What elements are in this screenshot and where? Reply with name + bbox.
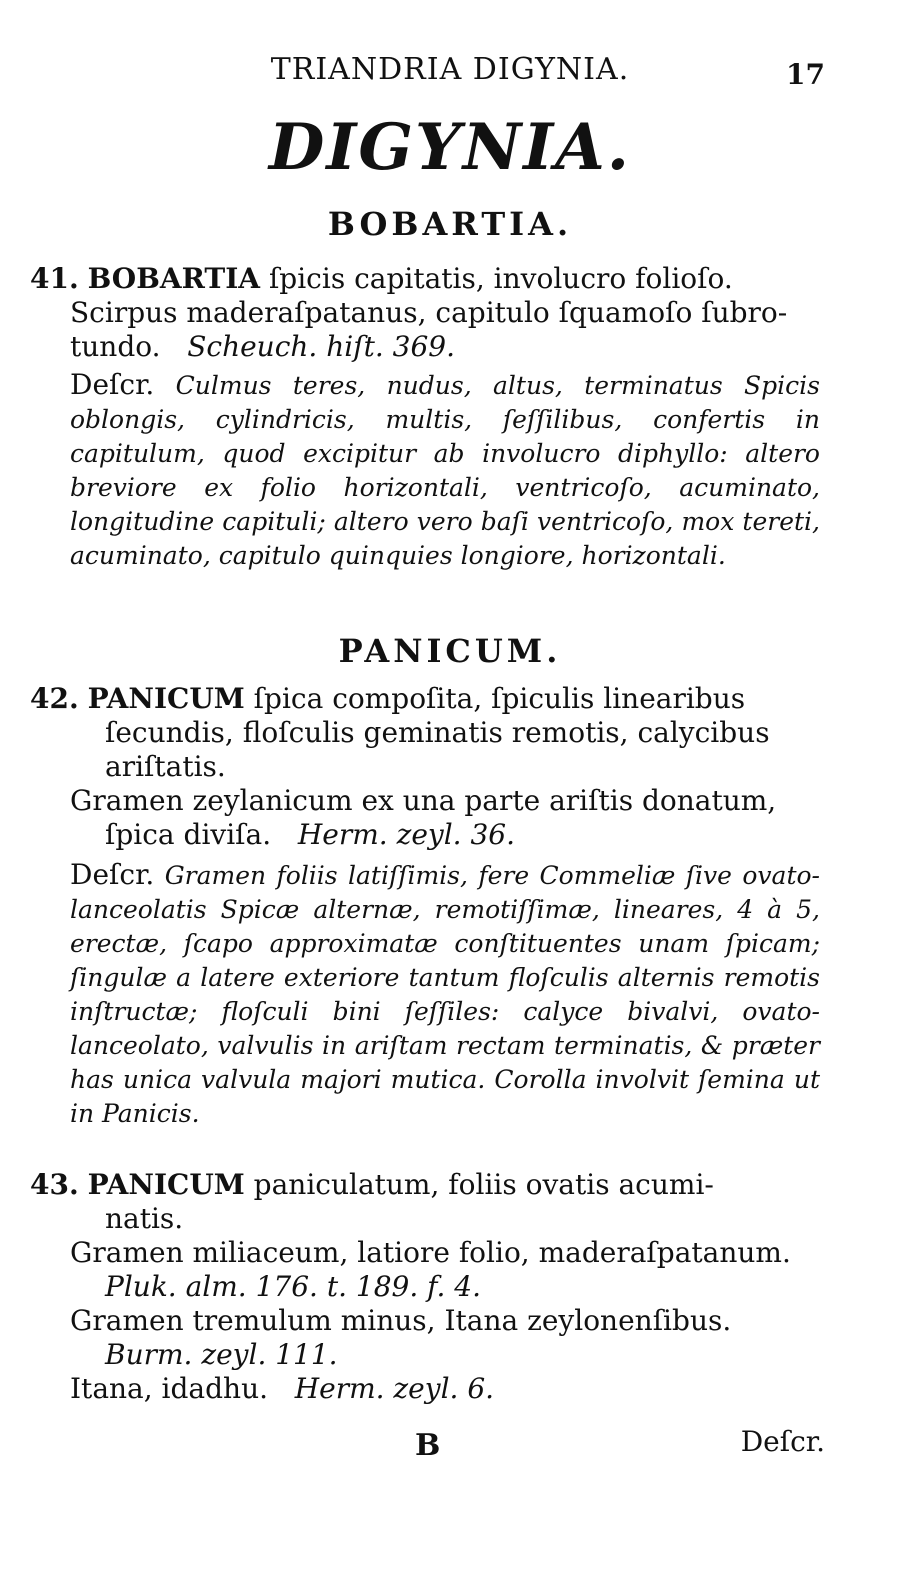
descr-label: Deſcr. [70, 858, 155, 891]
signature-mark: B [415, 1428, 441, 1463]
diagnosis-text: ſpicis capitatis, involucro folioſo. [268, 262, 733, 295]
synonym-reference: Burm. zeyl. 111. [105, 1338, 338, 1371]
entry-42 [30, 682, 830, 852]
section-title: DIGYNIA. [268, 110, 632, 185]
entry-43 [30, 1168, 830, 1406]
entry-42-diagnosis [30, 682, 830, 716]
species-genus-name: BOBARTIA [87, 262, 261, 295]
synonym-line [30, 1372, 830, 1406]
synonym-reference: Herm. zeyl. 6. [294, 1372, 495, 1405]
entry-41-description [70, 368, 820, 573]
genus-heading-panicum: PANICUM. [338, 632, 562, 670]
diagnosis-line: ſecundis, floſculis geminatis remotis, calycibus [105, 716, 770, 749]
diagnosis-line: ariſtatis. [105, 750, 226, 783]
synonym-line [30, 818, 830, 852]
synonym-reference: Pluk. alm. 176. t. 189. f. 4. [105, 1270, 482, 1303]
synonym-text: Itana, idadhu. [70, 1372, 268, 1405]
entry-41-diagnosis [30, 262, 830, 296]
diagnosis-text: ſpica compoſita, ſpiculis linearibus [253, 682, 746, 715]
descr-label: Deſcr. [70, 368, 155, 401]
page-number: 17 [786, 58, 825, 91]
synonym-line [30, 330, 830, 364]
species-genus-name: PANICUM [87, 1168, 245, 1201]
entry-43-diagnosis [30, 1168, 830, 1202]
diagnosis-text: paniculatum, foliis ovatis acumi- [253, 1168, 714, 1201]
synonym-text: ſpica diviſa. [105, 818, 272, 851]
synonym-line: Scirpus maderaſpatanus, capitulo ſquamoſo ſubro- [70, 296, 788, 329]
diagnosis-line: natis. [105, 1202, 184, 1235]
synonym-reference: Herm. zeyl. 36. [297, 818, 515, 851]
descr-text: Gramen foliis latiſſimis, fere Commeliæ ſive ovato-lanceolatis Spicæ alternæ, remotiſſimæ, lineares, 4 à 5, erectæ, ſcapo approximatæ conſtituentes unam ſpicam; ſingulæ a latere exteriore tantum floſculis alternis remotis inſtructæ; floſculi bini ſeſſiles: calyce bivalvi, ovato-lanceolato, valvulis in ariſtam rectam terminatis, & præter has unica valvula majori mutica. Corolla involvit ſemina ut in Panicis. [70, 861, 820, 1128]
synonym-line: Gramen zeylanicum ex una parte ariſtis donatum, [70, 784, 777, 817]
entry-number: 42. [30, 682, 79, 715]
running-head: TRIANDRIA DIGYNIA. [270, 52, 630, 87]
species-genus-name: PANICUM [87, 682, 245, 715]
descr-text: Culmus teres, nudus, altus, terminatus Spicis oblongis, cylindricis, multis, ſeſſilibus, confertis in capitulum, quod excipitur ab involucro diphyllo: altero breviore ex folio horizontali, ventricoſo, acuminato, longitudine capituli; altero vero baſi ventricoſo, mox tereti, acuminato, capitulo quinquies longiore, horizontali. [70, 371, 820, 570]
entry-number: 41. [30, 262, 79, 295]
synonym-line: Gramen miliaceum, latiore folio, maderaſpatanum. [70, 1236, 791, 1269]
entry-number: 43. [30, 1168, 79, 1201]
entry-42-description [70, 858, 820, 1131]
catchword: Deſcr. [740, 1425, 825, 1458]
synonym-text: tundo. [70, 330, 161, 363]
synonym-reference: Scheuch. hiſt. 369. [187, 330, 455, 363]
genus-heading-bobartia: BOBARTIA. [327, 205, 573, 243]
synonym-line: Gramen tremulum minus, Itana zeylonenſibus. [70, 1304, 732, 1337]
entry-41 [30, 262, 830, 364]
